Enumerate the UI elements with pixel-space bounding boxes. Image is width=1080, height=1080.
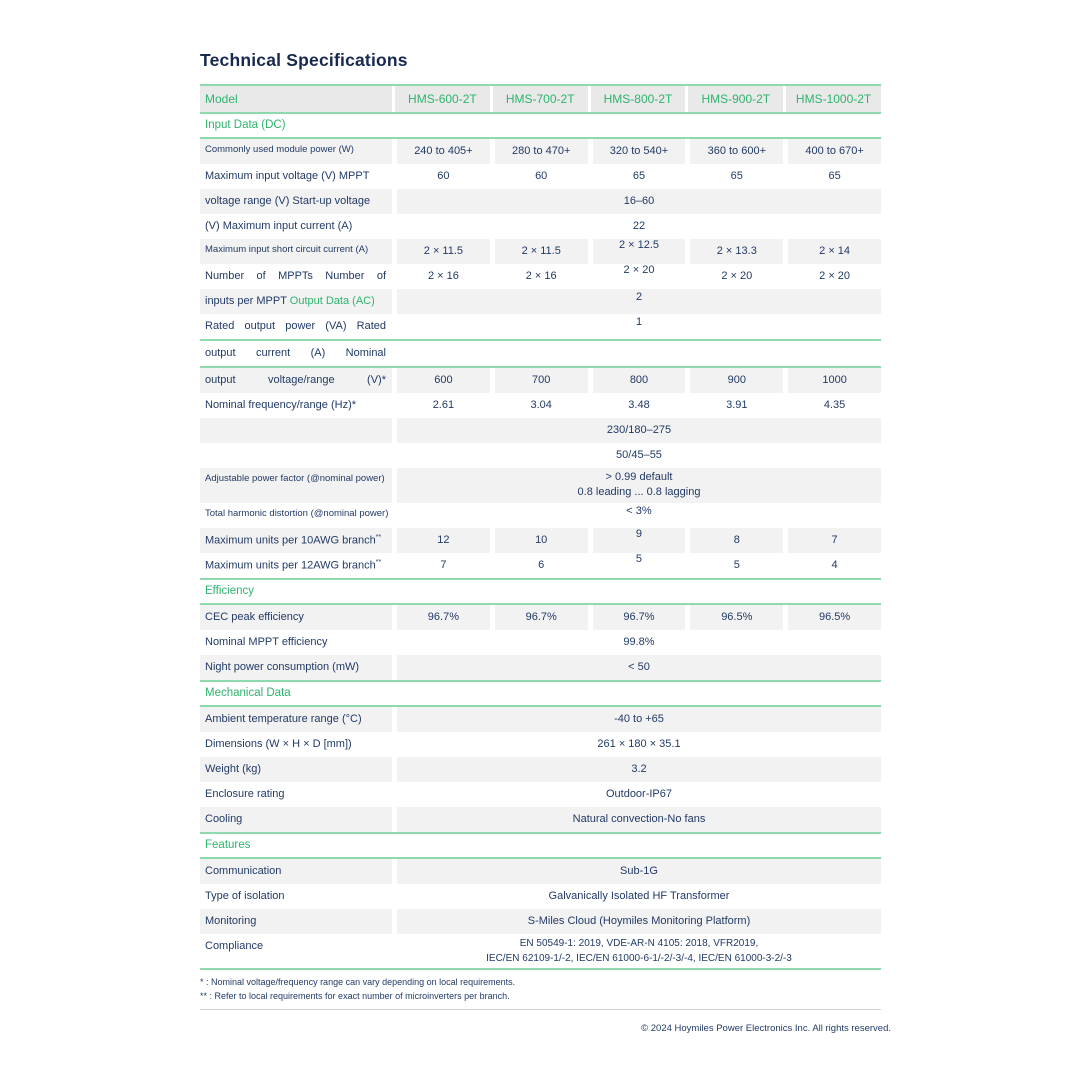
value-text: 7: [831, 533, 838, 546]
column-header: HMS-700-2T: [493, 86, 588, 112]
value-cell: [788, 139, 881, 164]
column-header: HMS-1000-2T: [786, 86, 881, 112]
row-values: [397, 368, 881, 393]
row-values: [397, 782, 881, 807]
row-label: Communication: [200, 859, 392, 884]
value-text: 3.91: [726, 398, 748, 411]
footer-divider: [200, 1009, 881, 1010]
table-row: [200, 368, 881, 393]
value-text: 65: [730, 169, 743, 182]
row-values: [397, 314, 881, 339]
value-cell: [495, 164, 588, 189]
row-values: [397, 264, 881, 289]
value-text: 7: [440, 558, 447, 571]
value-text: 2 × 12.5: [618, 238, 660, 251]
table-header-row: [200, 86, 881, 112]
value-cell: [690, 164, 783, 189]
value-text: 2 × 16: [427, 269, 459, 282]
value-cell: [495, 239, 588, 264]
row-values: [397, 214, 881, 239]
row-label: Nominal frequency/range (Hz)*: [205, 399, 357, 411]
footnotes: [200, 976, 881, 1004]
value-text: 96.7%: [623, 610, 655, 623]
value-text: 5: [635, 552, 643, 565]
value-text: 5: [733, 558, 740, 571]
row-label: Compliance: [205, 939, 264, 952]
table-row-merged: [200, 884, 881, 909]
value-cell: [397, 528, 490, 553]
value-cell: 99.8%: [623, 635, 655, 648]
value-cell: [593, 528, 686, 553]
table-row-merged: [200, 732, 881, 757]
row-values: [397, 418, 881, 443]
column-header: HMS-800-2T: [591, 86, 686, 112]
value-text: 900: [727, 373, 746, 386]
spec-sheet: [200, 50, 891, 1034]
row-values: [397, 807, 881, 832]
row-label: Weight (kg): [200, 757, 392, 782]
value-cell: [593, 368, 686, 393]
value-cell: [788, 368, 881, 393]
header-columns: [395, 86, 881, 112]
row-values: [397, 605, 881, 630]
value-cell: 3.2: [397, 757, 881, 782]
table-row-merged: [200, 859, 881, 884]
value-cell: [495, 553, 588, 578]
value-text: 96.5%: [818, 610, 851, 623]
row-label: Maximum units per 12AWG branch**: [205, 558, 382, 572]
table-row-merged: [200, 341, 881, 366]
value-cell: Natural convection-No fans: [397, 807, 881, 832]
section-label: Mechanical Data: [205, 686, 291, 699]
value-text: 96.7%: [525, 610, 557, 623]
value-cell: [690, 393, 783, 418]
value-cell: [690, 368, 783, 393]
table-row-merged: [200, 807, 881, 832]
value-text: 2 × 20: [721, 269, 753, 282]
row-label: [200, 443, 392, 468]
value-text: 96.5%: [721, 610, 753, 623]
row-values: [397, 757, 881, 782]
row-label: Enclosure rating: [205, 787, 285, 800]
copyright: © 2024 Hoymiles Power Electronics Inc. All rights reserved.: [641, 1022, 891, 1034]
value-cell: [397, 368, 490, 393]
value-text: 2 × 13.3: [716, 244, 757, 257]
value-cell: [495, 528, 588, 553]
value-text: 10: [535, 533, 548, 546]
value-cell: [397, 605, 490, 630]
value-text: 700: [532, 373, 551, 386]
value-cell: [690, 528, 783, 553]
section-label: Input Data (DC): [205, 119, 286, 131]
table-row-merged: [200, 630, 881, 655]
table-row-merged: [200, 189, 881, 214]
value-cell: [593, 393, 686, 418]
value-text: 800: [629, 373, 649, 386]
row-values: [397, 239, 881, 264]
value-cell: [495, 264, 588, 289]
value-text: 240 to 405+: [414, 144, 473, 157]
table-row: [200, 139, 881, 164]
value-cell: [788, 393, 881, 418]
row-label: Maximum input short circuit current (A): [200, 239, 392, 264]
table-row-merged: [200, 314, 881, 339]
row-label: output current (A) Nominal: [205, 347, 386, 359]
value-text: 400 to 670+: [805, 144, 864, 157]
table-row: [200, 239, 881, 264]
value-cell: [690, 239, 783, 264]
row-values: [397, 859, 881, 884]
table-row-merged: [200, 418, 881, 443]
value-cell: [397, 139, 490, 164]
value-cell: [397, 553, 490, 578]
table-row-merged: [200, 503, 881, 528]
value-text: 12: [437, 533, 450, 546]
row-values: [397, 341, 881, 366]
row-label: CEC peak efficiency: [200, 605, 392, 630]
row-label: Maximum input voltage (V) MPPT: [205, 170, 370, 182]
value-cell: [495, 605, 588, 630]
row-label: Cooling: [200, 807, 392, 832]
value-cell: < 3%: [626, 504, 652, 517]
row-label: Rated output power (VA) Rated: [205, 320, 386, 332]
value-cell: 230/180–275: [397, 418, 881, 443]
value-cell: 22: [632, 219, 646, 232]
table-row-merged: [200, 909, 881, 934]
green-divider: [200, 968, 881, 970]
value-text: 2.61: [432, 398, 455, 411]
value-text: 600: [434, 373, 453, 386]
value-cell: [690, 264, 783, 289]
value-text: 8: [733, 533, 740, 546]
table-row-merged: [200, 934, 881, 968]
row-label: Type of isolation: [205, 889, 285, 902]
value-cell: Outdoor-IP67: [605, 787, 673, 800]
value-cell: [495, 393, 588, 418]
row-label: (V) Maximum input current (A): [205, 220, 353, 232]
value-text: 2 × 20: [623, 263, 655, 276]
value-text: 2 × 11.5: [521, 244, 561, 257]
value-text: 4.35: [823, 398, 846, 411]
column-header-model: Model: [200, 86, 392, 112]
page-title: Technical Specifications: [200, 50, 408, 70]
value-cell: 50/45–55: [616, 448, 662, 461]
value-cell: [397, 393, 490, 418]
value-cell: [788, 164, 881, 189]
value-cell: [397, 264, 490, 289]
value-cell: Sub-1G: [397, 859, 881, 884]
value-cell: [788, 264, 881, 289]
value-text: 65: [632, 169, 646, 182]
value-cell: [788, 553, 881, 578]
value-cell: [593, 239, 686, 264]
value-text: 360 to 600+: [707, 144, 766, 157]
row-label: Total harmonic distortion (@nominal power): [205, 507, 389, 519]
value-cell: EN 50549-1: 2019, VDE-AR-N 4105: 2018, VFR2019, IEC/EN 62109-1/-2, IEC/EN 61000-6-1/-2/-3/-4, IEC/EN 61000-3-2/-3: [486, 937, 792, 964]
row-label: Commonly used module power (W): [200, 139, 392, 164]
row-values: [397, 630, 881, 655]
row-values: [397, 934, 881, 968]
value-text: 2 × 11.5: [423, 244, 464, 257]
value-text: 4: [831, 558, 838, 571]
row-values: [397, 139, 881, 164]
value-cell: [690, 605, 783, 630]
value-cell: [397, 239, 490, 264]
row-label: Nominal MPPT efficiency: [205, 635, 328, 648]
row-values: [397, 528, 881, 553]
column-header: HMS-900-2T: [688, 86, 783, 112]
value-cell: -40 to +65: [397, 707, 881, 732]
row-label: Adjustable power factor (@nominal power): [200, 468, 392, 503]
table-row-merged: [200, 782, 881, 807]
row-label: Dimensions (W × H × D [mm]): [205, 737, 352, 750]
row-label: Monitoring: [200, 909, 392, 934]
value-cell: < 50: [397, 655, 881, 680]
value-cell: [593, 605, 686, 630]
row-values: [397, 884, 881, 909]
value-text: 2 × 14: [819, 244, 851, 257]
value-cell: [788, 528, 881, 553]
row-label: inputs per MPPT Output Data (AC): [200, 289, 392, 314]
value-text: 2 × 20: [819, 269, 851, 282]
value-cell: [788, 239, 881, 264]
spec-table: [200, 84, 881, 970]
row-values: [397, 189, 881, 214]
table-row: [200, 553, 881, 578]
value-text: 60: [535, 169, 548, 182]
section-label: Efficiency: [205, 584, 255, 597]
value-cell: 2: [397, 289, 881, 314]
row-values: [397, 164, 881, 189]
value-text: 3.48: [628, 398, 650, 411]
table-row-merged: [200, 655, 881, 680]
footnote: * : Nominal voltage/frequency range can vary depending on local requirements.: [200, 976, 516, 987]
section-label: Features: [205, 838, 251, 851]
row-label: Ambient temperature range (°C): [200, 707, 392, 732]
value-text: 1000: [822, 373, 847, 386]
footnote: ** : Refer to local requirements for exact number of microinverters per branch.: [200, 990, 510, 1001]
value-text: 60: [437, 169, 450, 182]
row-label: [200, 418, 392, 443]
row-label-green-part: Output Data (AC): [289, 295, 375, 307]
row-values: [397, 503, 881, 528]
value-cell: [788, 605, 881, 630]
value-text: 2 × 16: [525, 269, 557, 282]
value-cell: [690, 139, 783, 164]
value-cell: 261 × 180 × 35.1: [597, 737, 681, 750]
value-cell: 16–60: [397, 189, 881, 214]
row-values: [397, 553, 881, 578]
value-cell: [495, 139, 588, 164]
table-row-merged: [200, 443, 881, 468]
value-cell: [690, 553, 783, 578]
value-cell: [397, 341, 881, 366]
value-cell: [593, 553, 686, 578]
row-values: [397, 393, 881, 418]
table-row-merged: [200, 289, 881, 314]
row-values: [397, 443, 881, 468]
row-label: Night power consumption (mW): [200, 655, 392, 680]
row-label: voltage range (V) Start-up voltage: [200, 189, 392, 214]
value-text: 9: [635, 527, 643, 540]
table-row-merged: [200, 707, 881, 732]
value-cell: [397, 164, 490, 189]
row-label: output voltage/range (V)*: [200, 368, 392, 393]
value-cell: [593, 139, 686, 164]
table-row: [200, 264, 881, 289]
row-values: [397, 909, 881, 934]
value-cell: 1: [635, 316, 643, 328]
value-text: 3.04: [530, 398, 552, 411]
table-row: [200, 164, 881, 189]
value-text: 280 to 470+: [511, 144, 571, 157]
row-label: Number of MPPTs Number of: [205, 270, 386, 282]
row-label: Maximum units per 10AWG branch**: [200, 528, 392, 553]
table-row-merged: [200, 757, 881, 782]
value-text: 320 to 540+: [609, 144, 669, 157]
value-text: 65: [828, 169, 841, 182]
value-cell: S-Miles Cloud (Hoymiles Monitoring Platform): [397, 909, 881, 934]
value-cell: [593, 264, 686, 289]
row-values: [397, 655, 881, 680]
value-text: 96.7%: [427, 610, 459, 623]
table-row: [200, 393, 881, 418]
row-values: [397, 732, 881, 757]
value-cell: [495, 368, 588, 393]
value-cell: Galvanically Isolated HF Transformer: [548, 889, 730, 902]
value-text: 6: [538, 558, 545, 571]
row-values: [397, 289, 881, 314]
row-values: [397, 707, 881, 732]
table-row-merged: [200, 214, 881, 239]
table-row-merged: [200, 468, 881, 503]
column-header: HMS-600-2T: [395, 86, 490, 112]
table-row: [200, 528, 881, 553]
value-cell: [593, 164, 686, 189]
table-row: [200, 605, 881, 630]
value-cell: > 0.99 default 0.8 leading ... 0.8 lagging: [397, 468, 881, 503]
row-values: [397, 468, 881, 503]
